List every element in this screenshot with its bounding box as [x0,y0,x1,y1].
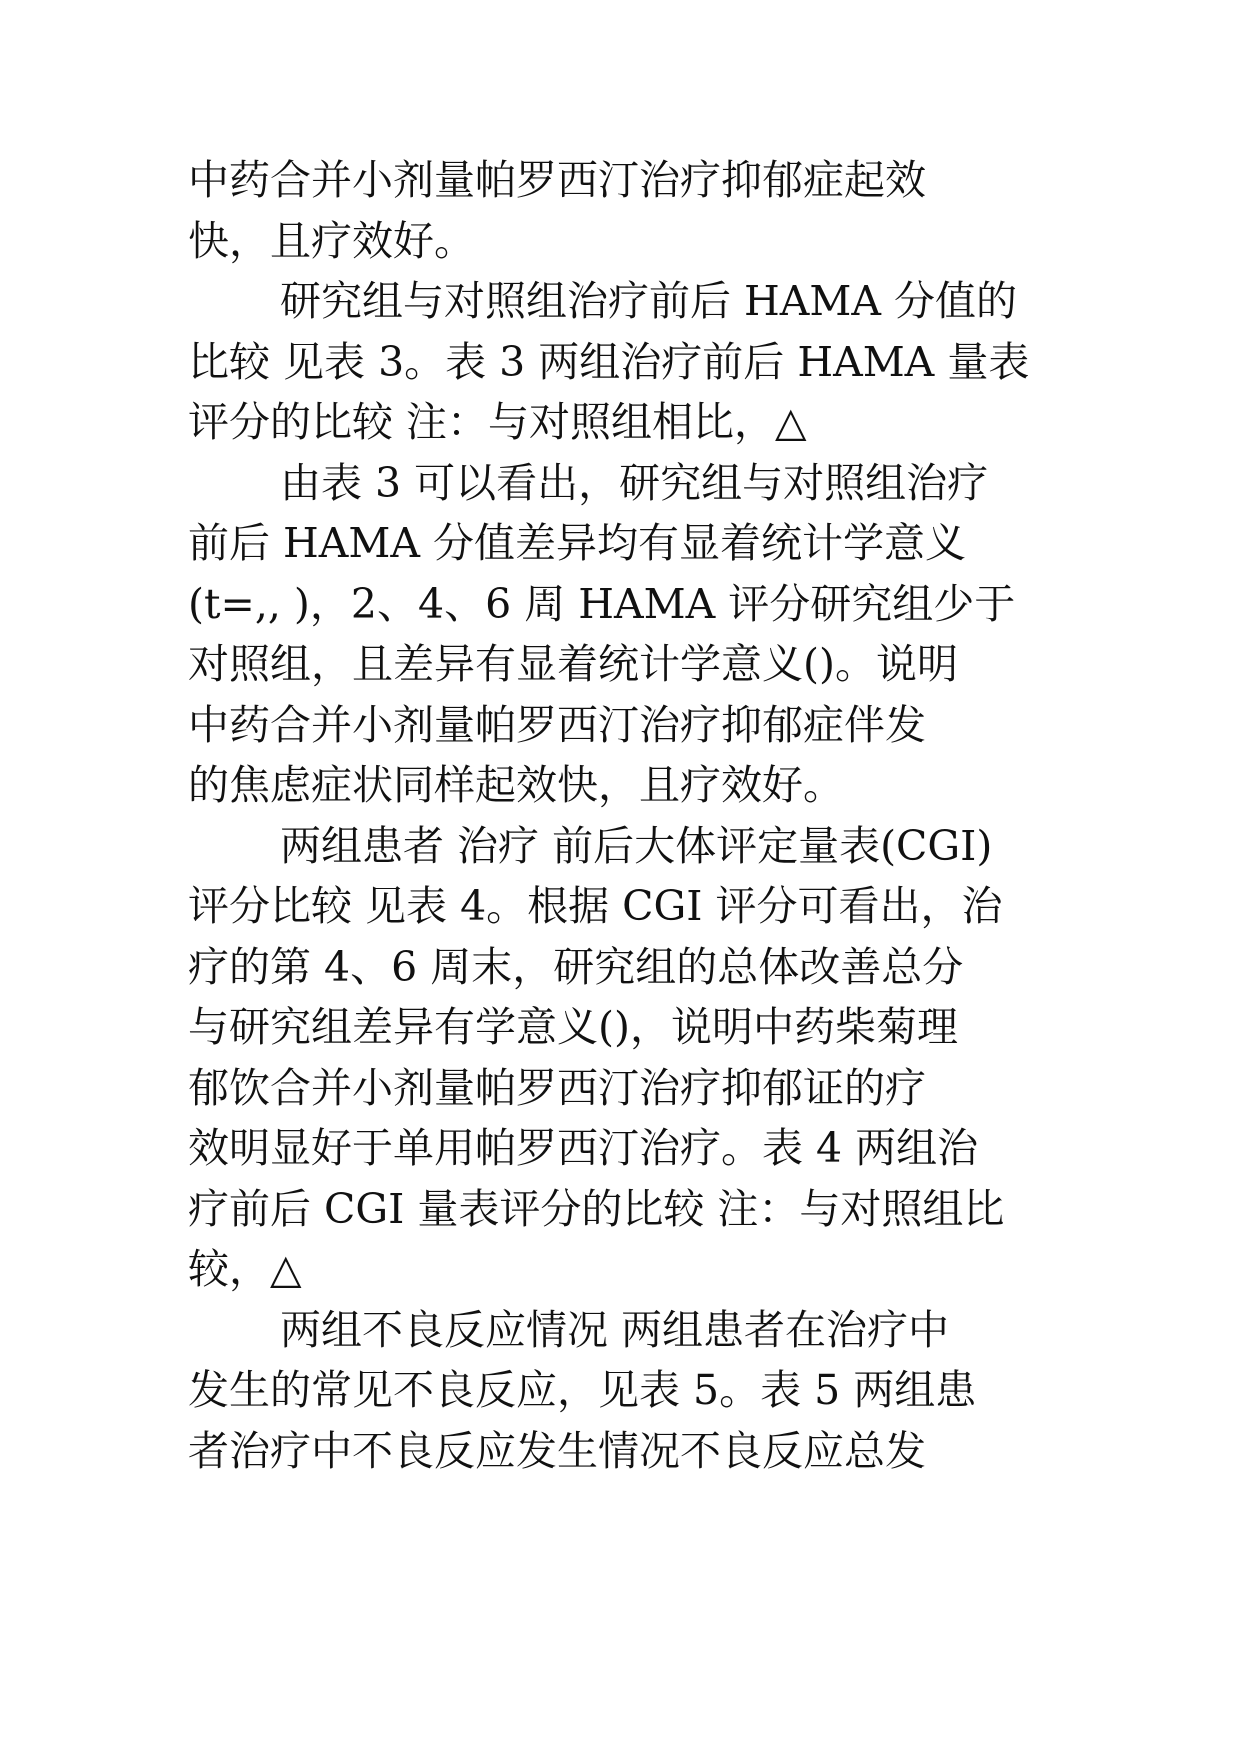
text-line-16: 郁饮合并小剂量帕罗西汀治疗抑郁证的疗 [188,1063,926,1112]
text-line-18: 疗前后 CGI 量表评分的比较 注：与对照组比 [188,1184,1005,1233]
text-line-2: 快，且疗效好。 [188,216,475,265]
text-line-9: 对照组，且差异有显着统计学意义()。说明 [188,640,958,688]
text-line-1: 中药合并小剂量帕罗西汀治疗抑郁症起效 [188,156,926,204]
text-line-20: 两组不良反应情况 两组患者在治疗中 [280,1305,950,1354]
text-line-6: 由表 3 可以看出，研究组与对照组治疗 [280,458,989,507]
text-line-8: (t=,, )，2、4、6 周 HAMA 评分研究组少于 [188,579,1016,628]
text-line-5: 评分的比较 注：与对照组相比，△ [188,398,807,446]
text-line-10: 中药合并小剂量帕罗西汀治疗抑郁症伴发 [188,700,926,749]
text-line-14: 疗的第 4、6 周末，研究组的总体改善总分 [188,942,964,991]
text-line-22: 者治疗中不良反应发生情况不良反应总发 [188,1426,926,1475]
text-line-21: 发生的常见不良反应，见表 5。表 5 两组患 [188,1366,977,1414]
text-line-13: 评分比较 见表 4。根据 CGI 评分可看出，治 [188,882,1003,930]
text-line-12: 两组患者 治疗 前后大体评定量表(CGI) [280,821,993,870]
text-line-15: 与研究组差异有学意义()，说明中药柴菊理 [188,1003,958,1051]
text-line-11: 的焦虑症状同样起效快，且疗效好。 [188,761,844,809]
text-line-3: 研究组与对照组治疗前后 HAMA 分值的 [280,277,1018,325]
text-line-19: 较，△ [188,1245,302,1293]
text-line-7: 前后 HAMA 分值差异均有显着统计学意义 [188,519,967,567]
text-line-17: 效明显好于单用帕罗西汀治疗。表 4 两组治 [188,1124,979,1172]
body-text [188,150,1088,1481]
text-line-4: 比较 见表 3。表 3 两组治疗前后 HAMA 量表 [188,337,1030,386]
